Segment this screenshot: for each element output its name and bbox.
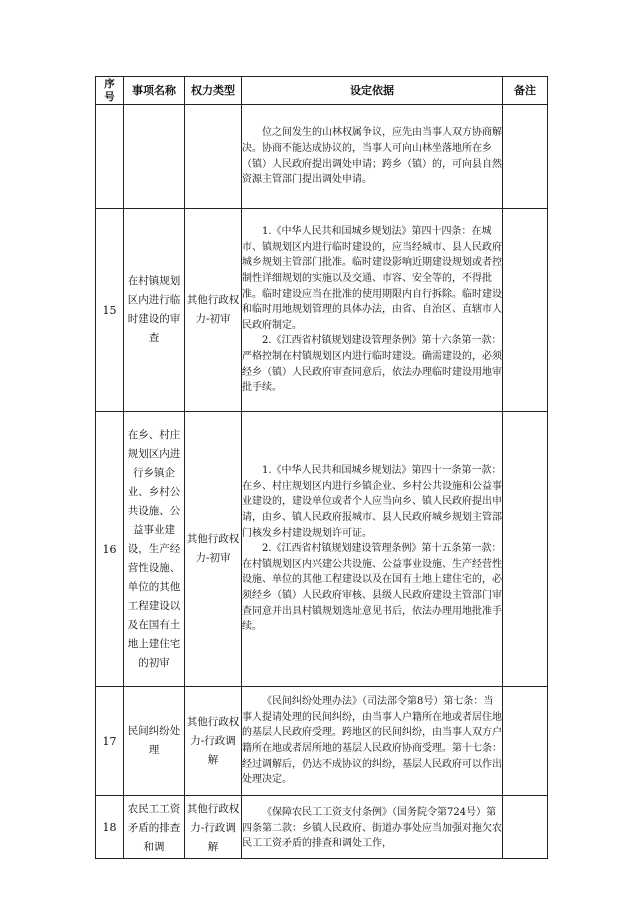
row-remark bbox=[503, 412, 548, 687]
row-seq: 17 bbox=[96, 687, 124, 796]
row-seq: 16 bbox=[96, 412, 124, 687]
row-seq bbox=[96, 105, 124, 209]
header-name: 事项名称 bbox=[124, 77, 185, 105]
row-remark bbox=[503, 209, 548, 412]
table-row bbox=[96, 687, 548, 796]
row-type: 其他行政权力-行政调解 bbox=[185, 796, 242, 859]
row-type: 其他行政权力-行政调解 bbox=[185, 687, 242, 796]
table-row bbox=[96, 796, 548, 859]
header-remark: 备注 bbox=[503, 77, 548, 105]
row-seq: 18 bbox=[96, 796, 124, 859]
power-list-table bbox=[95, 76, 548, 859]
row-name bbox=[124, 105, 185, 209]
basis-paragraph: 位之间发生的山林权属争议，应先由当事人双方协商解决。协商不能达成协议的，当事人可向山林坐落地所在乡（镇）人民政府提出调处申请；跨乡（镇）的，可向县自然资源主管部门提出调处申请。 bbox=[242, 127, 502, 186]
basis-paragraph: 2.《江西省村镇规划建设管理条例》第十六条第一款：严格控制在村镇规划区内进行临时建设。确需建设的，必须经乡（镇）人民政府审查同意后，依法办理临时建设用地审批手续。 bbox=[242, 335, 502, 394]
row-remark bbox=[503, 687, 548, 796]
table-row bbox=[96, 105, 548, 209]
row-remark bbox=[503, 105, 548, 209]
basis-paragraph: 2.《江西省村镇规划建设管理条例》第十五条第一款：在村镇规划区内兴建公共设施、公益事业设施、生产经营性设施、单位的其他工程建设以及在国有土地上建住宅的，必须经乡（镇）人民政府审核、县级人民政府建设主管部门审查同意并出具村镇规划选址意见书后，依法办理用地批准手续。 bbox=[242, 543, 502, 633]
row-basis bbox=[242, 687, 503, 796]
header-type: 权力类型 bbox=[185, 77, 242, 105]
row-name: 农民工工资矛盾的排查和调 bbox=[124, 796, 185, 859]
row-name: 在村镇规划区内进行临时建设的审查 bbox=[124, 209, 185, 412]
row-remark bbox=[503, 796, 548, 859]
basis-paragraph: 《民间纠纷处理办法》（司法部令第8号）第七条：当事人提请处理的民间纠纷，由当事人户籍所在地或者居住地的基层人民政府受理。跨地区的民间纠纷，由当事人双方户籍所在地或者居所地的基层人民政府协商受理。第十七条：经过调解后，仍达不成协议的纠纷，基层人民政府可以作出处理决定。 bbox=[242, 696, 502, 786]
header-row bbox=[96, 77, 548, 105]
header-basis: 设定依据 bbox=[242, 77, 503, 105]
row-type: 其他行政权力-初审 bbox=[185, 412, 242, 687]
row-basis bbox=[242, 209, 503, 412]
row-seq: 15 bbox=[96, 209, 124, 412]
table-row bbox=[96, 412, 548, 687]
row-type: 其他行政权力-初审 bbox=[185, 209, 242, 412]
header-seq: 序号 bbox=[96, 77, 124, 105]
row-basis bbox=[242, 796, 503, 859]
row-basis bbox=[242, 105, 503, 209]
row-name: 在乡、村庄规划区内进行乡镇企业、乡村公共设施、公益事业建设，生产经营性设施、单位的其他工程建设以及在国有土地上建住宅的初审 bbox=[124, 412, 185, 687]
row-name: 民间纠纷处理 bbox=[124, 687, 185, 796]
table-row bbox=[96, 209, 548, 412]
row-type bbox=[185, 105, 242, 209]
basis-paragraph: 《保障农民工工资支付条例》（国务院令第724号）第四条第二款：乡镇人民政府、街道办事处应当加强对拖欠农民工工资矛盾的排查和调处工作， bbox=[242, 807, 502, 850]
basis-paragraph: 1.《中华人民共和国城乡规划法》第四十一条第一款：在乡、村庄规划区内进行乡镇企业、乡村公共设施和公益事业建设的，建设单位或者个人应当向乡、镇人民政府提出申请，由乡、镇人民政府报城市、县人民政府城乡规划主管部门核发乡村建设规划许可证。 bbox=[242, 465, 502, 539]
row-basis bbox=[242, 412, 503, 687]
basis-paragraph: 1.《中华人民共和国城乡规划法》第四十四条：在城市、镇规划区内进行临时建设的，应当经城市、县人民政府城乡规划主管部门批准。临时建设影响近期建设规划或者控制性详细规划的实施以及交通、市容、安全等的，不得批准。临时建设应当在批准的使用期限内自行拆除。临时建设和临时用地规划管理的具体办法，由省、自治区、直辖市人民政府制定。 bbox=[242, 226, 502, 331]
